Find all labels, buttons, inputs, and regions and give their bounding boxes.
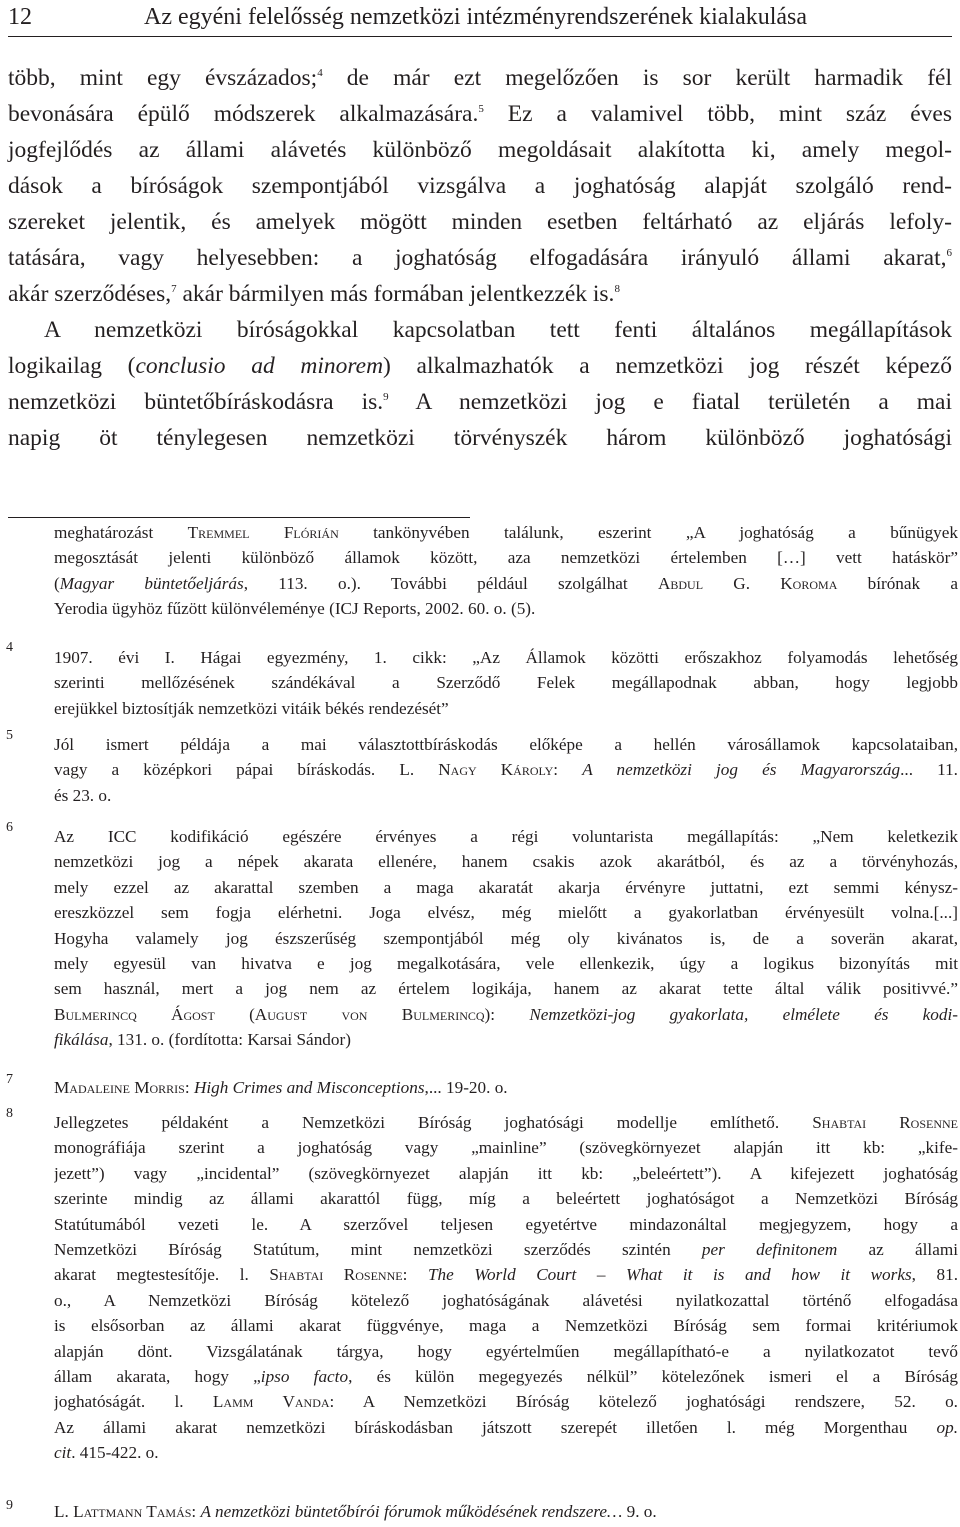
body-line: bevonására épülő módszerek alkalmazására.$^5$ Ez a valamivel több, mint száz éves xyxy=(8,101,952,127)
footnote-line: Az állami akarat nemzetközi bíráskodásban játszott szerepét illetően l. még Morgenthau op. xyxy=(54,1417,958,1437)
body-line: A nemzetközi bíróságokkal kapcsolatban tett fenti általános megállapítások xyxy=(44,317,952,343)
footnote-8 xyxy=(54,1110,958,1465)
footnote-7 xyxy=(54,1075,958,1100)
footnote-line: monográfiája szerint a joghatóság vagy „mainline” (szövegkörnyezet alapján itt kb: „kife- xyxy=(54,1138,958,1158)
footnote-line: meghatározást Tremmel Flórián tankönyvében találunk, eszerint „A joghatóság a bűnügyek xyxy=(54,523,958,542)
footnote-line: nemzetközi jog a népek akarata ellenére, hanem csakis azok akarátból, és az a törvényhozás, xyxy=(54,852,958,872)
footnote-continued xyxy=(54,520,958,622)
footnote-line: akarat megtestesítője. l. Shabtai Rosenne: The World Court – What it is and how it works, 81. xyxy=(54,1265,958,1285)
running-title: Az egyéni felelősség nemzetközi intézményrendszerének kialakulása xyxy=(144,4,808,30)
footnote-number: 4 xyxy=(6,640,13,655)
footnote-line: o., A Nemzetközi Bíróság kötelező joghatóságának alávetési nyilatkozattal történő elfogadása xyxy=(54,1290,958,1310)
footnote-line: mely ezzel az akarattal szemben a maga akaratát akarja érvényre juttatni, ezt semmi kénysz- xyxy=(54,877,958,897)
footnote-line: Statútumából vezeti le. A szerzővel teljesen egyetértve mindazonáltal megjegyzem, hogy a xyxy=(54,1214,958,1234)
footnote-line: szerinti mellőzésének szándékával a Szerződő Felek megállapodnak abban, hogy legjobb xyxy=(54,673,958,693)
body-line: jogfejlődés az állami alávetés különböző megoldásait alakította ki, amely megol- xyxy=(8,137,952,163)
body-line: több, mint egy évszázados;$^4$ de már ezt megelőzően is sor került harmadik fél xyxy=(8,65,952,91)
body-line: dások a bíróságok szempontjából vizsgálva a joghatóság alapját szolgáló rend- xyxy=(8,173,952,199)
footnote-number: 9 xyxy=(6,1498,13,1513)
footnote-line: fikálása, 131. o. (fordította: Karsai Sándor) xyxy=(54,1030,351,1050)
footnote-number: 8 xyxy=(6,1106,13,1121)
footnote-line: L. Lattmann Tamás: A nemzetközi büntetőbírói fórumok működésének rendszere… 9. o. xyxy=(54,1502,657,1521)
footnote-number: 6 xyxy=(6,820,13,835)
footnote-line: Yerodia ügyhöz fűzött különvéleménye (ICJ Reports, 2002. 60. o. (5). xyxy=(54,599,536,619)
footnote-line: (Magyar büntetőeljárás, 113. o.). További például szolgálhat Abdul G. Koroma bírónak a xyxy=(54,573,958,593)
footnote-9 xyxy=(54,1499,958,1524)
footnote-number: 5 xyxy=(6,728,13,743)
body-line: nemzetközi büntetőbíráskodásra is.$^9$ A nemzetközi jog e fiatal területén a mai xyxy=(8,389,953,415)
footnote-number: 7 xyxy=(6,1072,13,1087)
footnote-line: Madaleine Morris: High Crimes and Misconceptions,... 19-20. o. xyxy=(54,1078,508,1097)
body-line: akár szerződéses,$^7$ akár bármilyen más formában jelentkezzék is.$^8$ xyxy=(8,281,620,307)
footnote-line: alapján dönt. Vizsgálatának tárgya, hogy egyértelműen megállapítható-e a nyilatkozatot tevő xyxy=(54,1341,958,1361)
body-line: szereket jelentik, és amelyek mögött minden esetben feltárható az eljárás lefoly- xyxy=(8,209,952,235)
footnote-line: és 23. o. xyxy=(54,785,112,805)
page-number: 12 xyxy=(8,4,32,30)
footnote-line: állam akarata, hogy „ipso facto, és külön megegyezés nélkül” kötelezőnek ismeri el a Bíróság xyxy=(54,1366,958,1386)
footnote-line: jezett”) vagy „incidental” (szövegkörnyezet alapján itt kb: „beleértett”). A kifejezett joghatóság xyxy=(54,1163,958,1183)
body-line: tatására, vagy helyesebben: a joghatóság elfogadására irányuló állami akarat,$^6$ xyxy=(8,245,952,271)
footnote-line: Jól ismert példája a mai választottbíráskodás előképe a hellén városállamok kapcsolataiban, xyxy=(54,735,958,754)
footnote-line: mely egyesül van hivatva e jog megalkotására, vele ellenkezik, úgy a logikus bizonyítás mit xyxy=(54,953,958,973)
footnote-line: szerinte mindig az állami akarattól függ, míg a beleértett joghatóságot a Nemzetközi Bíróság xyxy=(54,1189,958,1209)
footnote-4 xyxy=(54,645,958,721)
footnote-line: erejükkel biztosítják nemzetközi vitáik békés rendezését” xyxy=(54,698,449,718)
footnote-line: Jellegzetes példaként a Nemzetközi Bíróság joghatósági modellje említhető. Shabtai Rosenne xyxy=(54,1113,958,1132)
body-line: logikailag (conclusio ad minorem) alkalmazhatók a nemzetközi jog részét képező xyxy=(8,353,952,379)
footnote-5 xyxy=(54,732,958,808)
footnote-line: is elsősorban az állami akarat függvénye, maga a Nemzetközi Bíróság sem formai kritériumok xyxy=(54,1316,958,1336)
footnote-line: joghatóságát. l. Lamm Vanda: A Nemzetközi Bíróság kötelező joghatósági rendszere, 52. o. xyxy=(54,1392,958,1412)
footnote-line: megosztását jelenti különböző államok között, aza nemzetközi értelemben […] vett hatáskör” xyxy=(54,548,958,568)
footnote-line: sem használ, mert a jog nem az értelem logikája, hanem az akarat tette által válik positivvé.” xyxy=(54,979,958,999)
footnote-6 xyxy=(54,824,958,1053)
footnote-line: 1907. évi I. Hágai egyezmény, 1. cikk: „Az Államok közötti erőszakhoz folyamodás lehetőség xyxy=(54,648,958,667)
page-header xyxy=(8,4,952,37)
footnote-separator xyxy=(8,517,470,518)
footnote-line: ereszközzel sem fogja elérhetni. Joga elvész, még mielőtt a gyakorlatban érvényesült volna.[...] xyxy=(54,903,958,923)
footnote-line: vagy a középkori pápai bíráskodás. L. Nagy Károly: A nemzetközi jog és Magyarország... 11. xyxy=(54,760,958,780)
footnote-line: Nemzetközi Bíróság Statútum, mint nemzetközi szerződés szintén per definitonem az állami xyxy=(54,1239,958,1259)
body-line: napig öt ténylegesen nemzetközi törvényszék három különböző joghatósági xyxy=(8,425,952,451)
footnote-line: Bulmerincq Ágost (August von Bulmerincq): Nemzetközi-jog gyakorlata, elmélete és kodi- xyxy=(54,1004,958,1024)
footnote-line: Az ICC kodifikáció egészére érvényes a régi voluntarista megállapítás: „Nem keletkezik xyxy=(54,827,958,846)
footnote-line: Hogyha valamely jog észszerűség szempontjából még oly kivánatos is, de a soverän akarat, xyxy=(54,928,958,948)
footnote-line: cit. 415-422. o. xyxy=(54,1443,159,1463)
